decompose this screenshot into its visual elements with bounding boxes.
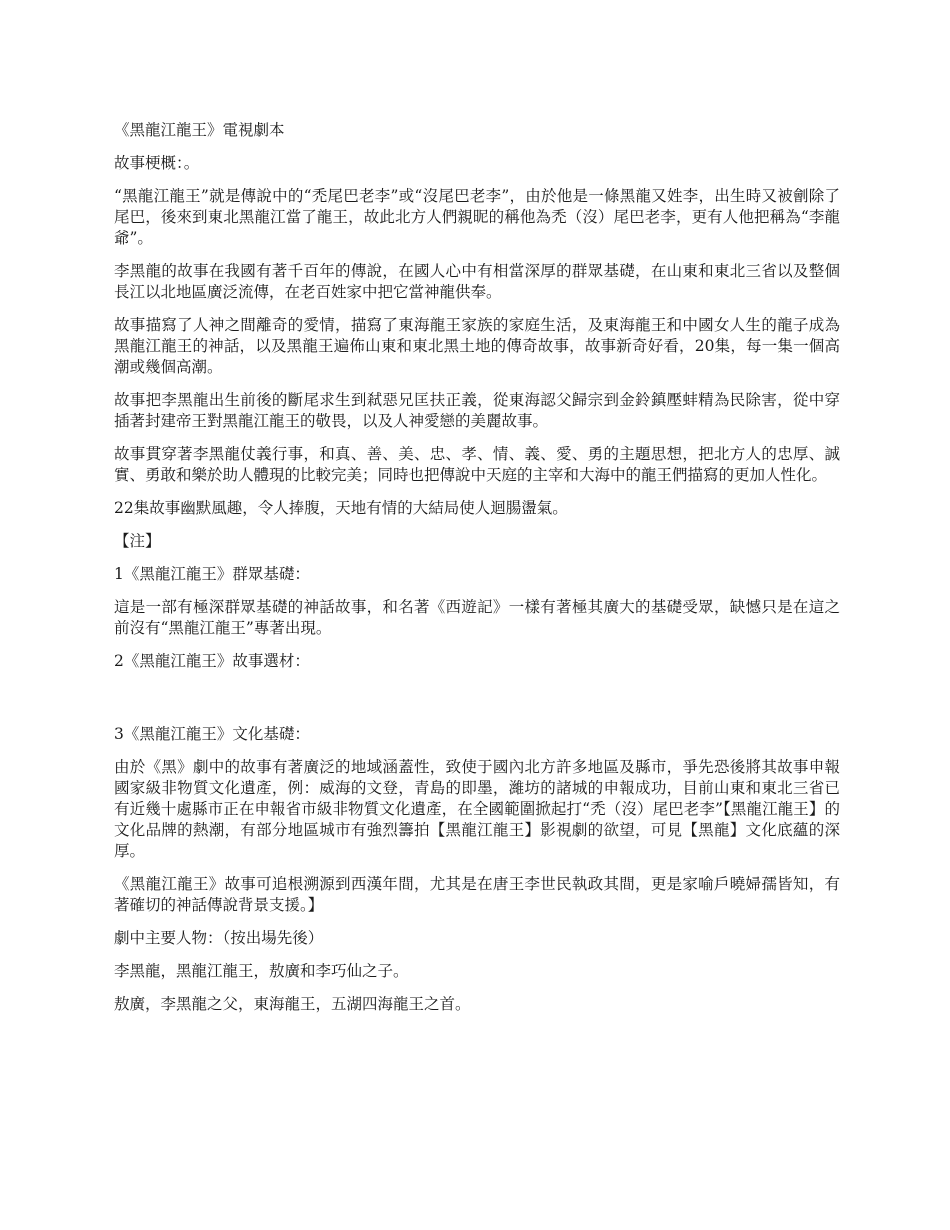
paragraph-plot: 故事描寫了人神之間離奇的愛情，描寫了東海龍王家族的家庭生活，及東海龍王和中國女人生的龍子成為黑龍江龍王的神話，以及黑龍王遍佈山東和東北黑土地的傳奇故事，故事新奇好看，20集，每一集一個高潮或幾個高潮。	[114, 316, 840, 376]
note3-heading: 3《黑龍江龍王》文化基礎：	[114, 725, 310, 743]
character-ao-guang: 敖廣，李黑龍之父，東海龍王，五湖四海龍王之首。	[114, 995, 471, 1013]
note2-heading: 2《黑龍江龍王》故事選材：	[114, 652, 310, 670]
blank-space	[114, 684, 840, 724]
character-li-heilong: 李黑龍，黑龍江龍王，敖廣和李巧仙之子。	[114, 962, 409, 980]
paragraph-legend: 李黑龍的故事在我國有著千百年的傳說，在國人心中有相當深厚的群眾基礎，在山東和東北三省以及整個長江以北地區廣泛流傳，在老百姓家中把它當神龍供奉。	[114, 262, 840, 301]
history-text: 《黑龍江龍王》故事可追根溯源到西漢年間，尤其是在唐王李世民執政其間，更是家喻戶曉婦孺皆知，有著確切的神話傳說背景支援。】	[114, 875, 840, 914]
synopsis-heading: 故事梗概：。	[114, 154, 200, 172]
paragraph-origin: “黑龍江龍王”就是傳說中的“禿尾巴老李”或“沒尾巴老李”，由於他是一條黑龍又姓李，出生時又被劊除了尾巴，後來到東北黑龍江當了龍王，故此北方人們親昵的稱他為禿（沒）尾巴老李，更有人他把稱為“李龍爺”。	[114, 187, 840, 247]
paragraph-theme: 故事貫穿著李黑龍仗義行事，和真、善、美、忠、孝、情、義、愛、勇的主題思想，把北方人的忠厚、誠實、勇敢和樂於助人體現的比較完美；同時也把傳說中天庭的主宰和大海中的龍王們描寫的更加人性化。	[114, 445, 840, 484]
characters-heading: 劇中主要人物：（按出場先後）	[114, 929, 324, 947]
note1-heading: 1《黑龍江龍王》群眾基礎：	[114, 565, 310, 583]
document-title: 《黑龍江龍王》電視劇本	[114, 121, 285, 139]
paragraph-episodes: 22集故事幽默風趣，令人捧腹，天地有情的大結局使人迴腸盪氣。	[114, 499, 568, 517]
document-page	[114, 120, 840, 1027]
note1-text: 這是一部有極深群眾基礎的神話故事，和名著《西遊記》一樣有著極其廣大的基礎受眾，缺憾只是在這之前沒有“黑龍江龍王”專著出現。	[114, 598, 840, 637]
note-heading: 【注】	[114, 532, 161, 550]
note3-text: 由於《黑》劇中的故事有著廣泛的地域涵蓋性，致使于國內北方許多地區及縣市，爭先恐後將其故事申報國家級非物質文化遺產，例：威海的文登，青島的即墨，濰坊的諸城的申報成功，目前山東和東北三省已有近幾十處縣市正在申報省市級非物質文化遺產，在全國範圍掀起打“禿（沒）尾巴老李”【黑龍江龍王】的文化品牌的熱潮，有部分地區城市有強烈籌拍【黑龍江龍王】影視劇的欲望，可見【黑龍】文化底蘊的深厚。	[114, 758, 840, 860]
paragraph-story-arc: 故事把李黑龍出生前後的斷尾求生到弒惡兄匡扶正義，從東海認父歸宗到金鈴鎮壓蚌精為民除害，從中穿插著封建帝王對黑龍江龍王的敬畏，以及人神愛戀的美麗故事。	[114, 391, 840, 430]
